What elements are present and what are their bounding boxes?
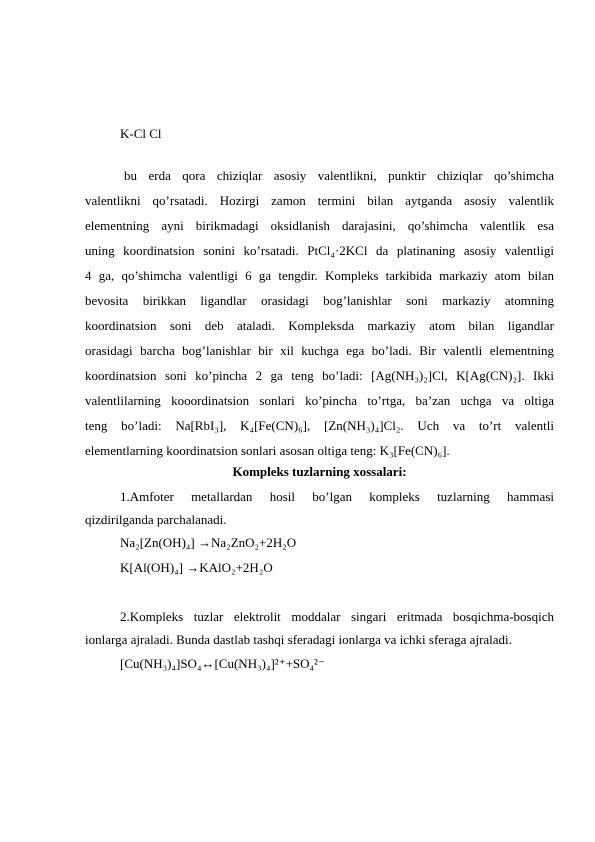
paragraph2-line: qizdirilganda parchalanadi.	[85, 512, 227, 527]
paragraph1-line: elementning ayni birikmadagi oksidlanish darajasini, qo’shimcha valentlik esa	[85, 218, 554, 233]
heading-formula: K-Cl Cl	[120, 126, 162, 141]
paragraph3-line: ionlarga ajraladi. Bunda dastlab tashqi sferadagi ionlarga va ichki sferaga ajraladi.	[85, 632, 512, 647]
paragraph1-line: bevosita birikkan ligandlar orasidagi bog’lanishlar soni markaziy atomning	[85, 293, 554, 308]
paragraph1-line: 4 ga, qo’shimcha valentligi 6 ga tengdir. Kompleks tarkibida markaziy atom bilan	[85, 268, 554, 283]
paragraph1-line: valentlilarning kooordinatsion sonlari ko’pincha to’rtga, ba’zan uchga va oltiga	[85, 393, 554, 408]
paragraph2-line: 1.Amfoter metallardan hosil bo’lgan kompleks tuzlarning hammasi	[120, 489, 554, 504]
paragraph1-line: orasidagi barcha bog’lanishlar bir xil kuchga ega bo’ladi. Bir valentli elementning	[85, 343, 554, 358]
paragraph1-line: bu erda qora chiziqlar asosiy valentlikni, punktir chiziqlar qo’shimcha	[124, 168, 554, 183]
paragraph1-line: elementlarning koordinatsion sonlari asosan oltiga teng: K₃[Fe(CN)₆].	[85, 443, 450, 458]
equation: K[Al(OH)₄] →KAlO₂+2H₂O	[120, 560, 273, 575]
paragraph1-line: koordinatsion soni ko’pincha 2 ga teng bo’ladi: [Ag(NH₃)₂]Cl, K[Ag(CN)₂]. Ikki	[85, 368, 554, 383]
equation: Na₂[Zn(OH)₄] →Na₂ZnO₂+2H₂O	[120, 535, 297, 550]
paragraph1-line: valentlikni qo’rsatadi. Hozirgi zamon termini bilan aytganda asosiy valentlik	[85, 193, 554, 208]
section-title: Kompleks tuzlarning xossalari:	[232, 464, 407, 479]
paragraph1-line: koordinatsion soni deb ataladi. Kompleksda markaziy atom bilan ligandlar	[85, 318, 554, 333]
paragraph1-line: uning koordinatsion sonini ko’rsatadi. PtCl₄·2KCl da platinaning asosiy valentligi	[85, 243, 554, 258]
paragraph1-line: teng bo’ladi: Na[RbI₃], K₄[Fe(CN)₆], [Zn(NH₃)₄]Cl₂. Uch va to’rt valentli	[85, 418, 554, 433]
paragraph3-line: 2.Kompleks tuzlar elektrolit moddalar singari eritmada bosqichma-bosqich	[120, 609, 554, 624]
equation: [Cu(NH₃)₄]SO₄↔[Cu(NH₃)₄]²⁺+SO₄²⁻	[120, 656, 325, 671]
